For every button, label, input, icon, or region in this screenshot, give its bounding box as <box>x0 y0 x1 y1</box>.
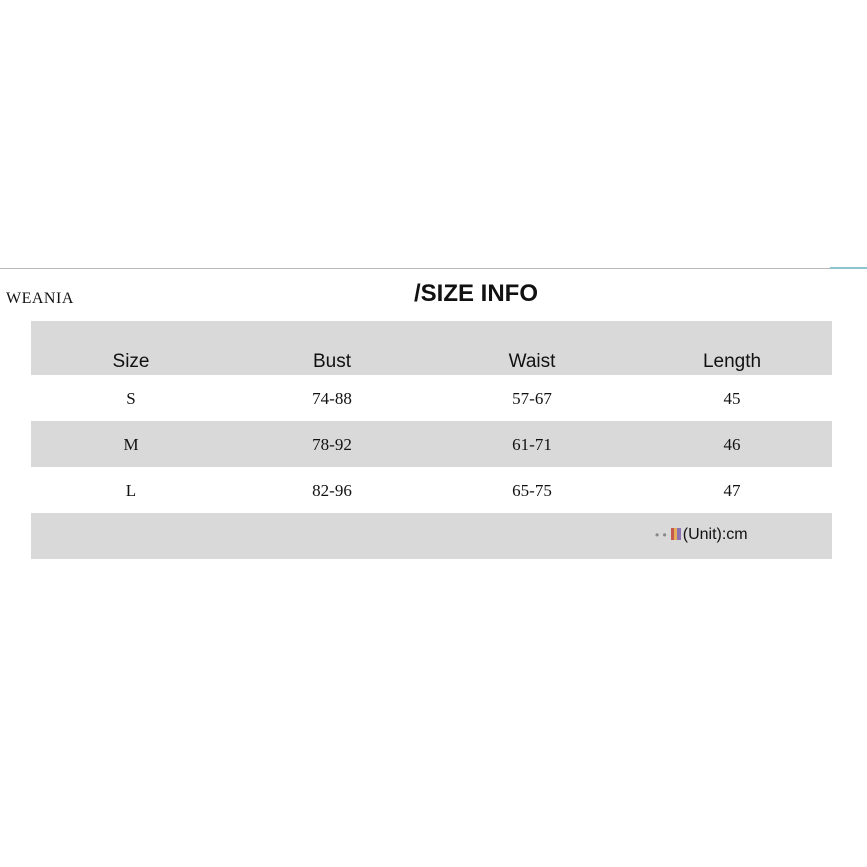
cell-length: 46 <box>723 435 741 454</box>
table-row <box>31 467 832 513</box>
unit-label: (Unit):cm <box>682 526 748 543</box>
cell-length: 47 <box>723 481 741 500</box>
header-size: Size <box>112 351 150 372</box>
garbled-glyph-icon: • • <box>655 528 667 542</box>
brand-logo: WEANIA <box>6 290 74 307</box>
cell-waist: 65-75 <box>512 481 552 500</box>
header-length: Length <box>702 351 762 372</box>
unit-note <box>655 526 748 544</box>
cell-length: 45 <box>723 389 741 408</box>
cell-bust: 78-92 <box>312 435 352 454</box>
table-row <box>31 375 832 421</box>
cell-bust: 74-88 <box>312 389 352 408</box>
cell-waist: 57-67 <box>512 389 552 408</box>
page-title: /SIZE INFO <box>414 280 539 307</box>
cell-size: L <box>125 481 137 500</box>
header-bust: Bust <box>312 351 352 372</box>
cell-bust: 82-96 <box>312 481 352 500</box>
table-header-row <box>31 321 832 375</box>
accent-divider <box>830 267 867 269</box>
cell-waist: 61-71 <box>512 435 552 454</box>
garbled-character-icon <box>671 528 681 540</box>
size-table <box>31 321 832 559</box>
table-row <box>31 421 832 467</box>
header-waist: Waist <box>508 351 556 372</box>
cell-size: S <box>126 389 136 408</box>
table-footer-row <box>31 513 832 559</box>
cell-size: M <box>123 435 139 454</box>
top-divider <box>0 268 867 269</box>
